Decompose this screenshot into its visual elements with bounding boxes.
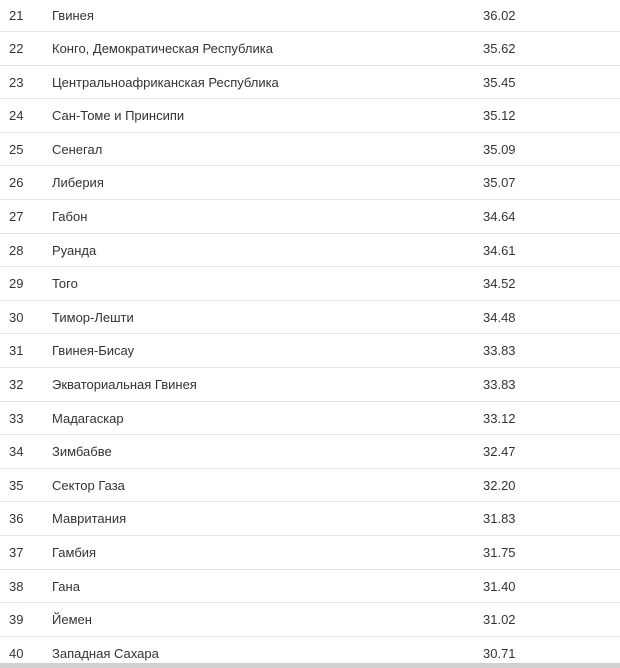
table-row <box>0 200 620 234</box>
rank-cell: 22 <box>9 41 24 56</box>
table-row <box>0 99 620 133</box>
value-cell: 35.45 <box>483 74 516 90</box>
table-row <box>0 234 620 268</box>
rank-cell: 23 <box>9 74 24 90</box>
rank-cell: 30 <box>9 309 24 325</box>
value-cell: 33.12 <box>483 410 516 426</box>
value-cell: 30.71 <box>483 645 516 661</box>
country-cell: Мадагаскар <box>52 410 124 426</box>
rank-cell: 26 <box>9 175 24 191</box>
country-cell: Гана <box>52 578 80 594</box>
table-row <box>0 402 620 436</box>
value-cell: 35.07 <box>483 175 516 191</box>
value-cell: 31.40 <box>483 578 516 594</box>
table-row <box>0 133 620 167</box>
rank-cell: 37 <box>9 544 24 560</box>
table-row <box>0 66 620 100</box>
country-cell: Сенегал <box>52 141 103 157</box>
value-cell: 34.64 <box>483 208 516 224</box>
value-cell: 33.83 <box>483 343 516 359</box>
table-row <box>0 469 620 503</box>
value-cell: 35.62 <box>483 41 516 56</box>
country-cell: Мавритания <box>52 511 127 527</box>
country-cell: Конго, Демократическая Республика <box>52 41 273 56</box>
country-cell: Гвинея-Бисау <box>52 343 135 359</box>
country-cell: Сан-Томе и Принсипи <box>52 108 185 124</box>
country-cell: Габон <box>52 208 88 224</box>
country-cell: Тимор-Лешти <box>52 309 134 325</box>
country-cell: Сектор Газа <box>52 477 125 493</box>
rank-cell: 39 <box>9 612 24 628</box>
rank-cell: 38 <box>9 578 24 594</box>
value-cell: 34.61 <box>483 242 516 258</box>
rank-cell: 27 <box>9 208 24 224</box>
value-cell: 34.52 <box>483 276 516 292</box>
table-row <box>0 166 620 200</box>
rank-cell: 24 <box>9 108 24 124</box>
country-cell: Йемен <box>52 612 92 628</box>
country-cell: Зимбабве <box>52 444 112 460</box>
rank-cell: 31 <box>9 343 24 359</box>
value-cell: 35.09 <box>483 141 516 157</box>
table-row <box>0 32 620 66</box>
country-cell: Либерия <box>52 175 104 191</box>
table-row <box>0 435 620 469</box>
rank-cell: 21 <box>9 8 24 23</box>
rank-cell: 34 <box>9 444 24 460</box>
rank-cell: 36 <box>9 511 24 527</box>
value-cell: 31.02 <box>483 612 516 628</box>
rank-cell: 40 <box>9 645 24 661</box>
table-row <box>0 368 620 402</box>
rank-cell: 32 <box>9 376 24 392</box>
value-cell: 34.48 <box>483 309 516 325</box>
horizontal-scrollbar[interactable] <box>0 663 620 668</box>
table-row <box>0 502 620 536</box>
country-cell: Того <box>52 276 78 292</box>
country-cell: Гамбия <box>52 544 97 560</box>
value-cell: 32.47 <box>483 444 516 460</box>
country-cell: Западная Сахара <box>52 645 159 661</box>
table-row <box>0 301 620 335</box>
table-row <box>0 334 620 368</box>
table-row <box>0 603 620 637</box>
rank-cell: 29 <box>9 276 24 292</box>
value-cell: 35.12 <box>483 108 516 124</box>
country-cell: Гвинея <box>52 8 94 23</box>
country-cell: Руанда <box>52 242 97 258</box>
value-cell: 33.83 <box>483 376 516 392</box>
value-cell: 32.20 <box>483 477 516 493</box>
country-cell: Экваториальная Гвинея <box>52 376 197 392</box>
table-row <box>0 267 620 301</box>
value-cell: 31.83 <box>483 511 516 527</box>
rank-cell: 25 <box>9 141 24 157</box>
value-cell: 31.75 <box>483 544 516 560</box>
rank-cell: 33 <box>9 410 24 426</box>
country-cell: Центральноафриканская Республика <box>52 74 279 90</box>
value-cell: 36.02 <box>483 8 516 23</box>
table-row <box>0 0 620 32</box>
rank-cell: 35 <box>9 477 24 493</box>
table-row <box>0 536 620 570</box>
table-row <box>0 570 620 604</box>
rank-cell: 28 <box>9 242 24 258</box>
